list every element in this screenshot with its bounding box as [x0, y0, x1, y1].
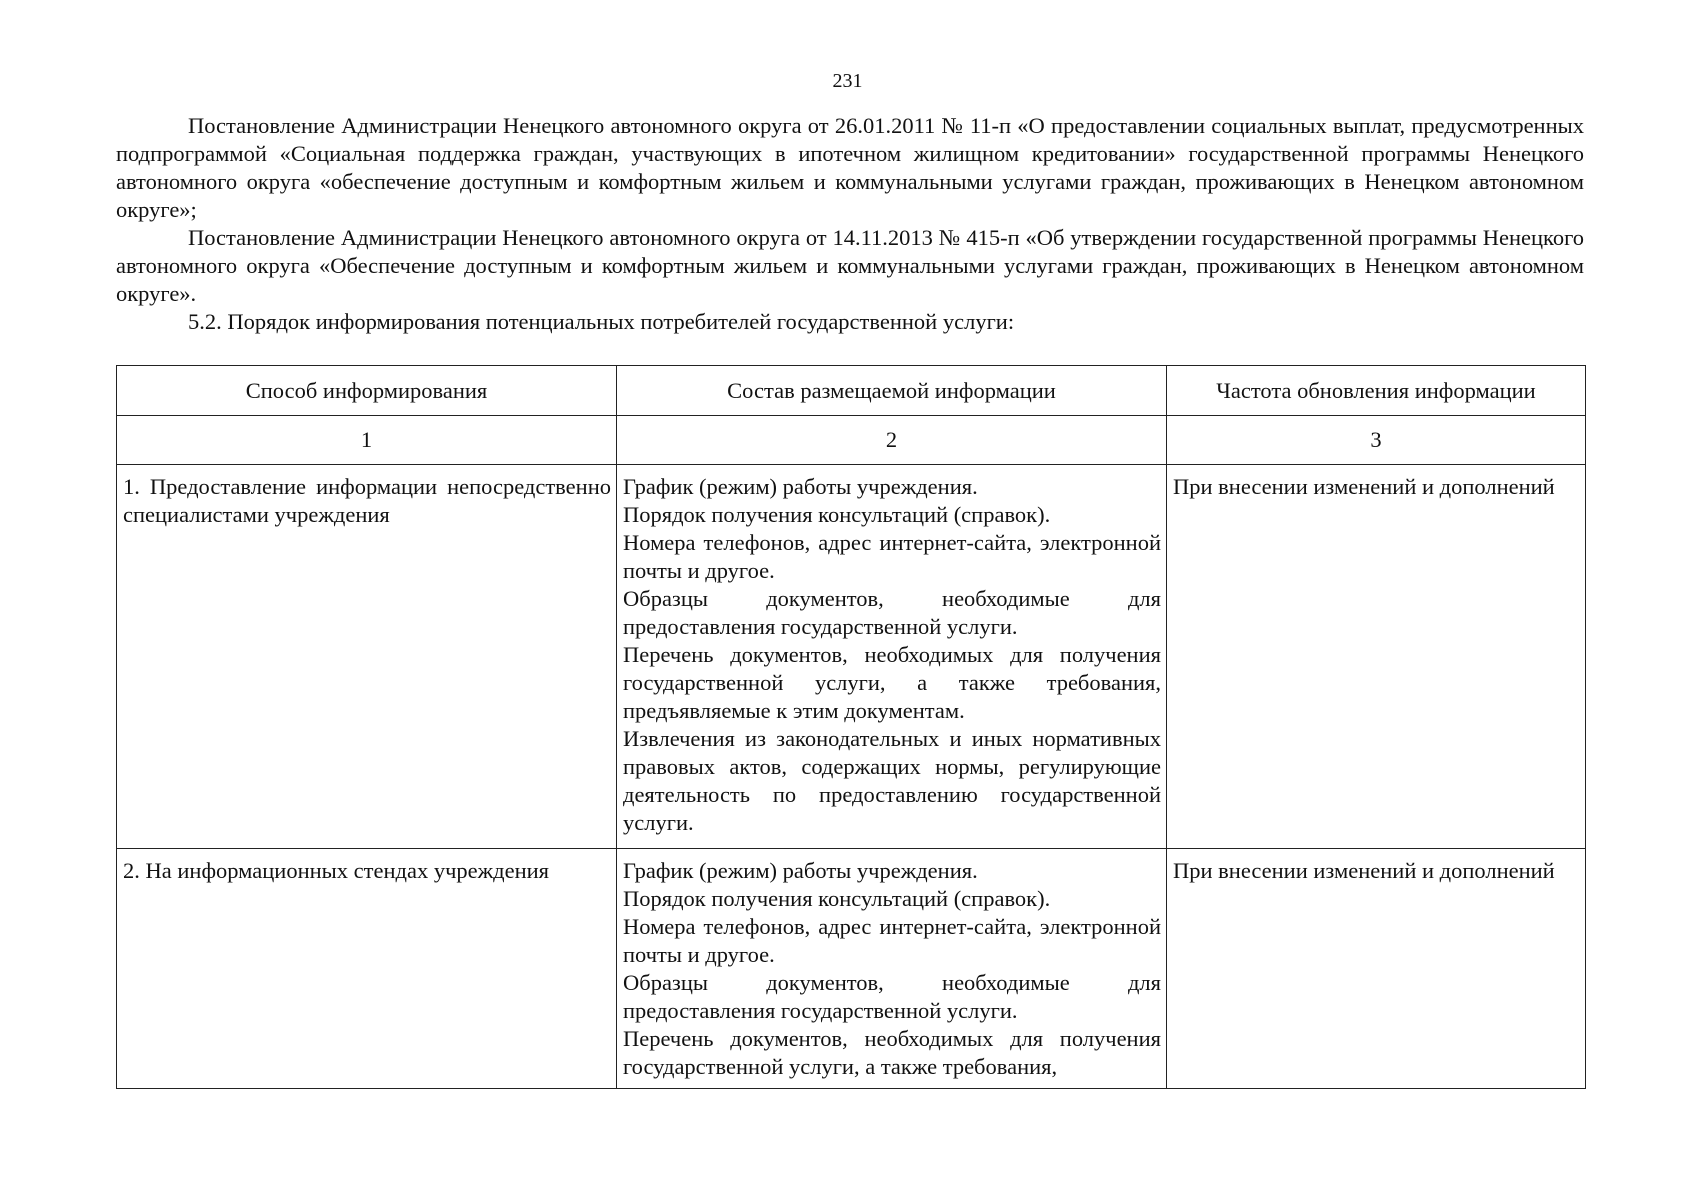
row-method: 2. На информационных стендах учреждения	[117, 849, 617, 1089]
content-line: Порядок получения консультаций (справок).	[623, 886, 1051, 911]
row-method: 1. Предоставление информации непосредственно специалистами учреждения	[117, 465, 617, 849]
column-number-3: 3	[1167, 416, 1586, 465]
header-frequency: Частота обновления информации	[1167, 366, 1586, 416]
content-line: Номера телефонов, адрес интернет-сайта, электронной почты и другое.	[623, 530, 1161, 583]
content-line: График (режим) работы учреждения.	[623, 474, 978, 499]
table-row	[117, 465, 1586, 849]
page-number: 231	[832, 70, 863, 92]
header-row	[117, 366, 1586, 416]
content-line: Извлечения из законодательных и иных нормативных правовых актов, содержащих нормы, регулирующие деятельность по предоставлению государственной услуги.	[623, 726, 1161, 835]
row-content	[617, 465, 1167, 849]
information-table	[116, 365, 1586, 1089]
column-number-2: 2	[617, 416, 1167, 465]
content-line: Перечень документов, необходимых для получения государственной услуги, а также требования,	[623, 1026, 1161, 1079]
content-line: Номера телефонов, адрес интернет-сайта, электронной почты и другое.	[623, 914, 1161, 967]
table-row	[117, 849, 1586, 1089]
row-content	[617, 849, 1167, 1089]
intro-paragraph-2: Постановление Администрации Ненецкого автономного округа от 14.11.2013 № 415-п «Об утверждении государственной программы Ненецкого автономного округа «Обеспечение доступным и комфортным жильем и коммунальными услугами граждан, проживающих в Ненецком автономном округе».	[116, 225, 1584, 306]
content-line: Образцы документов, необходимые для предоставления государственной услуги.	[623, 586, 1161, 639]
content-line: Образцы документов, необходимые для предоставления государственной услуги.	[623, 970, 1161, 1023]
row-frequency: При внесении изменений и дополнений	[1167, 465, 1586, 849]
content-line: График (режим) работы учреждения.	[623, 858, 978, 883]
row-frequency: При внесении изменений и дополнений	[1167, 849, 1586, 1089]
intro-text	[116, 112, 1584, 336]
intro-paragraph-3: 5.2. Порядок информирования потенциальных потребителей государственной услуги:	[188, 309, 1015, 334]
column-number-1: 1	[117, 416, 617, 465]
content-line: Перечень документов, необходимых для получения государственной услуги, а также требования, предъявляемые к этим документам.	[623, 642, 1161, 723]
intro-paragraph-1: Постановление Администрации Ненецкого автономного округа от 26.01.2011 № 11-п «О предоставлении социальных выплат, предусмотренных подпрограммой «Социальная поддержка граждан, участвующих в ипотечном жилищном кредитовании» государственной программы Ненецкого автономного округа «обеспечение доступным и комфортным жильем и коммунальными услугами граждан, проживающих в Ненецком автономном округе»;	[116, 113, 1584, 222]
header-content: Состав размещаемой информации	[617, 366, 1167, 416]
content-line: Порядок получения консультаций (справок).	[623, 502, 1051, 527]
header-method: Способ информирования	[117, 366, 617, 416]
column-number-row	[117, 416, 1586, 465]
